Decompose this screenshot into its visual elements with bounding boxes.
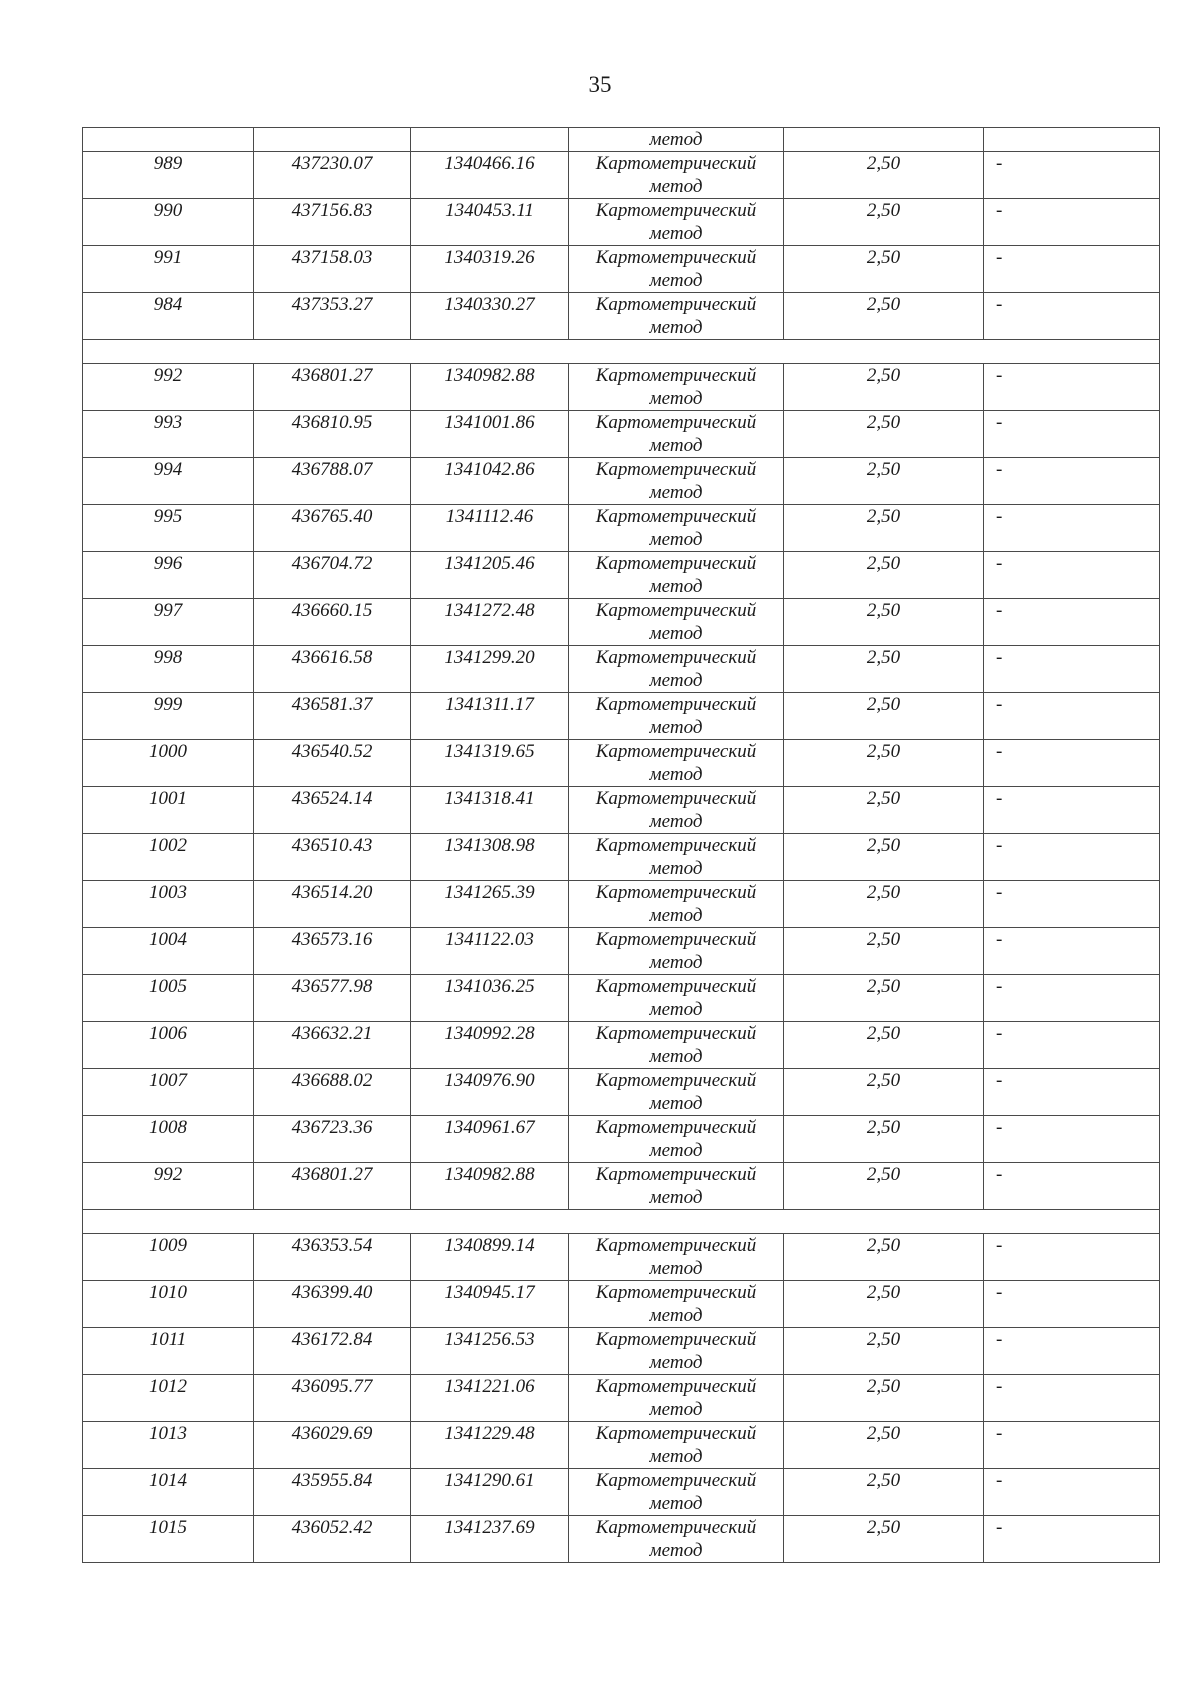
page-number: 35 — [588, 72, 612, 97]
cell-x: 436029.69 — [254, 1422, 411, 1469]
cell-y: 1340466.16 — [411, 152, 569, 199]
method-line-2: метод — [649, 858, 703, 879]
cell-method — [569, 1022, 784, 1069]
cell-description: - — [984, 1281, 1160, 1328]
cell-method — [569, 599, 784, 646]
method-line-1: Картометрический — [595, 1517, 757, 1538]
cell-accuracy: 2,50 — [784, 881, 984, 928]
table-row — [83, 1069, 1160, 1116]
cell-description: - — [984, 246, 1160, 293]
cell-point: 984 — [83, 293, 254, 340]
method-line-2: метод — [649, 717, 703, 738]
method-line-1: Картометрический — [595, 1023, 757, 1044]
method-line-2: метод — [649, 1446, 703, 1467]
table-row — [83, 505, 1160, 552]
cell-method — [569, 787, 784, 834]
cell-description: - — [984, 975, 1160, 1022]
cell-y: 1341299.20 — [411, 646, 569, 693]
cell-description: - — [984, 1234, 1160, 1281]
cell-y: 1341318.41 — [411, 787, 569, 834]
cell-accuracy: 2,50 — [784, 458, 984, 505]
cell-x: 436573.16 — [254, 928, 411, 975]
cell-x: 436660.15 — [254, 599, 411, 646]
cell-point: 1010 — [83, 1281, 254, 1328]
cell-method — [569, 928, 784, 975]
cell-y: 1340319.26 — [411, 246, 569, 293]
cell-x: 436801.27 — [254, 364, 411, 411]
cell-description: - — [984, 1069, 1160, 1116]
cell-method — [569, 1234, 784, 1281]
method-line-2: метод — [649, 223, 703, 244]
table-row — [83, 1422, 1160, 1469]
cell-method — [569, 364, 784, 411]
cell-method — [569, 881, 784, 928]
cell-accuracy: 2,50 — [784, 834, 984, 881]
cell-point: 990 — [83, 199, 254, 246]
table-row — [83, 1469, 1160, 1516]
table-row — [83, 364, 1160, 411]
cell-description: - — [984, 1516, 1160, 1563]
table-row — [83, 740, 1160, 787]
cell-x: 436524.14 — [254, 787, 411, 834]
cell-description: - — [984, 787, 1160, 834]
method-line-2: метод — [649, 905, 703, 926]
method-line-2: метод — [649, 270, 703, 291]
cell-point: 993 — [83, 411, 254, 458]
cell-method — [569, 1516, 784, 1563]
method-line-2: метод — [649, 1540, 703, 1561]
method-line-1: Картометрический — [595, 1235, 757, 1256]
cell-accuracy: 2,50 — [784, 928, 984, 975]
cell-point: 1001 — [83, 787, 254, 834]
method-line-2: метод — [649, 1046, 703, 1067]
cell-accuracy: 2,50 — [784, 1375, 984, 1422]
cell-point: 1011 — [83, 1328, 254, 1375]
table-row — [83, 834, 1160, 881]
method-line-1: Картометрический — [595, 247, 757, 268]
method-line-1: Картометрический — [595, 1164, 757, 1185]
cell-point: 1007 — [83, 1069, 254, 1116]
table-row — [83, 1234, 1160, 1281]
table-row — [83, 1163, 1160, 1210]
table-row — [83, 928, 1160, 975]
cell-accuracy: 2,50 — [784, 1422, 984, 1469]
method-line-1: Картометрический — [595, 1329, 757, 1350]
cell-accuracy: 2,50 — [784, 505, 984, 552]
table-row — [83, 552, 1160, 599]
table-row — [83, 975, 1160, 1022]
method-line-2: метод — [649, 1493, 703, 1514]
table-row — [83, 411, 1160, 458]
cell-y: 1341311.17 — [411, 693, 569, 740]
cell-x: 436723.36 — [254, 1116, 411, 1163]
table-row-continuation — [83, 128, 1160, 152]
method-line-2: метод — [649, 811, 703, 832]
cell-accuracy: 2,50 — [784, 364, 984, 411]
cell-point: 992 — [83, 1163, 254, 1210]
method-line-2: метод — [649, 1352, 703, 1373]
cell-point: 994 — [83, 458, 254, 505]
cell-y: 1341001.86 — [411, 411, 569, 458]
cell-method — [569, 1422, 784, 1469]
cell-y: 1340453.11 — [411, 199, 569, 246]
cell-description: - — [984, 552, 1160, 599]
cell-point: 1015 — [83, 1516, 254, 1563]
cell-point: 995 — [83, 505, 254, 552]
cell-method — [569, 1328, 784, 1375]
cell-y: 1340976.90 — [411, 1069, 569, 1116]
cell-y: 1340982.88 — [411, 364, 569, 411]
method-line-2: метод — [649, 1187, 703, 1208]
cell-point: 1013 — [83, 1422, 254, 1469]
method-line-2: метод — [649, 1093, 703, 1114]
method-line-2: метод — [649, 388, 703, 409]
cell-point: 996 — [83, 552, 254, 599]
cell-y: 1341229.48 — [411, 1422, 569, 1469]
cell-y: 1341319.65 — [411, 740, 569, 787]
cell-description: - — [984, 293, 1160, 340]
cell-method — [569, 552, 784, 599]
cell-accuracy: 2,50 — [784, 199, 984, 246]
cell-x: 436095.77 — [254, 1375, 411, 1422]
method-line-1: Картометрический — [595, 882, 757, 903]
coordinates-table-body — [83, 128, 1160, 1563]
cell-method — [569, 646, 784, 693]
table-row — [83, 246, 1160, 293]
table-row — [83, 199, 1160, 246]
cell-x: 437158.03 — [254, 246, 411, 293]
cell-accuracy: 2,50 — [784, 787, 984, 834]
cell-description: - — [984, 1163, 1160, 1210]
cell-point: 1012 — [83, 1375, 254, 1422]
cell-y: 1341237.69 — [411, 1516, 569, 1563]
method-line-1: Картометрический — [595, 1470, 757, 1491]
table-row — [83, 1375, 1160, 1422]
cell-point: 1002 — [83, 834, 254, 881]
method-line-1: Картометрический — [595, 1282, 757, 1303]
cell-accuracy — [784, 128, 984, 152]
method-line-1: Картометрический — [595, 200, 757, 221]
cell-point: 991 — [83, 246, 254, 293]
method-line-1: Картометрический — [595, 1423, 757, 1444]
cell-x: 436514.20 — [254, 881, 411, 928]
cell-accuracy: 2,50 — [784, 293, 984, 340]
method-line-1: Картометрический — [595, 929, 757, 950]
cell-x: 436510.43 — [254, 834, 411, 881]
cell-accuracy: 2,50 — [784, 1069, 984, 1116]
method-line-1: Картометрический — [595, 459, 757, 480]
cell-accuracy: 2,50 — [784, 411, 984, 458]
method-line-1: Картометрический — [595, 1376, 757, 1397]
method-line-2: метод — [649, 176, 703, 197]
cell-point: 1008 — [83, 1116, 254, 1163]
method-line-1: Картометрический — [595, 365, 757, 386]
table-row — [83, 1516, 1160, 1563]
cell-description: - — [984, 834, 1160, 881]
cell-accuracy: 2,50 — [784, 599, 984, 646]
cell-accuracy: 2,50 — [784, 152, 984, 199]
cell-y: 1340961.67 — [411, 1116, 569, 1163]
cell-y: 1341256.53 — [411, 1328, 569, 1375]
cell-description: - — [984, 199, 1160, 246]
cell-point: 1006 — [83, 1022, 254, 1069]
method-line-2: метод — [649, 1258, 703, 1279]
cell-point: 992 — [83, 364, 254, 411]
cell-method — [569, 1469, 784, 1516]
method-line-1: Картометрический — [595, 788, 757, 809]
cell-point: 997 — [83, 599, 254, 646]
cell-method — [569, 975, 784, 1022]
cell-method — [569, 1281, 784, 1328]
cell-method — [569, 693, 784, 740]
method-line-2: метод — [649, 1305, 703, 1326]
table-row — [83, 1328, 1160, 1375]
cell-description: - — [984, 693, 1160, 740]
coordinates-table — [82, 127, 1160, 1563]
method-line-1: Картометрический — [595, 976, 757, 997]
cell-accuracy: 2,50 — [784, 1469, 984, 1516]
cell-method — [569, 293, 784, 340]
table-row — [83, 458, 1160, 505]
cell-point: 1000 — [83, 740, 254, 787]
method-line-1: Картометрический — [595, 647, 757, 668]
cell-method — [569, 505, 784, 552]
cell-description: - — [984, 646, 1160, 693]
cell-x: 436577.98 — [254, 975, 411, 1022]
cell-accuracy: 2,50 — [784, 246, 984, 293]
cell-accuracy: 2,50 — [784, 740, 984, 787]
method-line-1: Картометрический — [595, 694, 757, 715]
cell-accuracy: 2,50 — [784, 1022, 984, 1069]
method-line-1: Картометрический — [595, 600, 757, 621]
method-line-2: метод — [649, 764, 703, 785]
method-line-2: метод — [649, 435, 703, 456]
method-line-1: Картометрический — [595, 412, 757, 433]
cell-accuracy: 2,50 — [784, 646, 984, 693]
cell-x: 436399.40 — [254, 1281, 411, 1328]
cell-accuracy: 2,50 — [784, 552, 984, 599]
cell-accuracy: 2,50 — [784, 1163, 984, 1210]
cell-y: 1340982.88 — [411, 1163, 569, 1210]
cell-point — [83, 128, 254, 152]
cell-description: - — [984, 364, 1160, 411]
table-row — [83, 1022, 1160, 1069]
cell-method — [569, 152, 784, 199]
cell-x: 437156.83 — [254, 199, 411, 246]
cell-x: 436704.72 — [254, 552, 411, 599]
cell-x: 436788.07 — [254, 458, 411, 505]
cell-y: 1341036.25 — [411, 975, 569, 1022]
cell-point: 1003 — [83, 881, 254, 928]
table-row — [83, 599, 1160, 646]
cell-method — [569, 1163, 784, 1210]
cell-x: 436052.42 — [254, 1516, 411, 1563]
cell-description: - — [984, 411, 1160, 458]
cell-description: - — [984, 505, 1160, 552]
cell-y: 1341205.46 — [411, 552, 569, 599]
method-line-1: Картометрический — [595, 1070, 757, 1091]
cell-y: 1340992.28 — [411, 1022, 569, 1069]
cell-description — [984, 128, 1160, 152]
cell-accuracy: 2,50 — [784, 1116, 984, 1163]
cell-y: 1341308.98 — [411, 834, 569, 881]
cell-method — [569, 246, 784, 293]
cell-method — [569, 199, 784, 246]
table-row — [83, 787, 1160, 834]
cell-method — [569, 1375, 784, 1422]
cell-description: - — [984, 152, 1160, 199]
cell-y: 1340899.14 — [411, 1234, 569, 1281]
method-line-2: метод — [649, 952, 703, 973]
cell-method — [569, 1116, 784, 1163]
cell-x: 437230.07 — [254, 152, 411, 199]
cell-y: 1341221.06 — [411, 1375, 569, 1422]
cell-point: 1004 — [83, 928, 254, 975]
cell-x: 436172.84 — [254, 1328, 411, 1375]
cell-description: - — [984, 881, 1160, 928]
method-line-2: метод — [649, 1140, 703, 1161]
cell-description: - — [984, 928, 1160, 975]
cell-accuracy: 2,50 — [784, 1516, 984, 1563]
table-row — [83, 293, 1160, 340]
cell-y: 1341290.61 — [411, 1469, 569, 1516]
method-line-2: метод — [649, 576, 703, 597]
cell-x: 436765.40 — [254, 505, 411, 552]
cell-y — [411, 128, 569, 152]
separator-cell — [83, 1210, 1160, 1234]
table-row — [83, 152, 1160, 199]
cell-description: - — [984, 1422, 1160, 1469]
cell-point: 1009 — [83, 1234, 254, 1281]
table-row — [83, 693, 1160, 740]
cell-y: 1341112.46 — [411, 505, 569, 552]
cell-x: 435955.84 — [254, 1469, 411, 1516]
method-line-1: Картометрический — [595, 506, 757, 527]
method-line-1: Картометрический — [595, 741, 757, 762]
method-line-2: метод — [649, 317, 703, 338]
cell-description: - — [984, 458, 1160, 505]
cell-description: - — [984, 1328, 1160, 1375]
table-row — [83, 881, 1160, 928]
cell-y: 1341122.03 — [411, 928, 569, 975]
cell-x: 436801.27 — [254, 1163, 411, 1210]
cell-method — [569, 834, 784, 881]
cell-accuracy: 2,50 — [784, 1328, 984, 1375]
cell-point: 1005 — [83, 975, 254, 1022]
cell-x: 436688.02 — [254, 1069, 411, 1116]
cell-point: 999 — [83, 693, 254, 740]
cell-x — [254, 128, 411, 152]
method-line-2: метод — [649, 623, 703, 644]
cell-method — [569, 1069, 784, 1116]
cell-x: 436581.37 — [254, 693, 411, 740]
method-line-1: Картометрический — [595, 294, 757, 315]
method-line-1: Картометрический — [595, 835, 757, 856]
cell-description: - — [984, 599, 1160, 646]
cell-accuracy: 2,50 — [784, 693, 984, 740]
cell-point: 998 — [83, 646, 254, 693]
cell-x: 436810.95 — [254, 411, 411, 458]
table-separator-row — [83, 340, 1160, 364]
cell-x: 436632.21 — [254, 1022, 411, 1069]
cell-x: 436540.52 — [254, 740, 411, 787]
table-row — [83, 1281, 1160, 1328]
table-separator-row — [83, 1210, 1160, 1234]
table-row — [83, 646, 1160, 693]
method-line-1: Картометрический — [595, 153, 757, 174]
separator-cell — [83, 340, 1160, 364]
cell-method — [569, 411, 784, 458]
method-line-2: метод — [649, 1399, 703, 1420]
cell-description: - — [984, 1469, 1160, 1516]
cell-y: 1341042.86 — [411, 458, 569, 505]
cell-x: 437353.27 — [254, 293, 411, 340]
method-line-2: метод — [649, 482, 703, 503]
method-line-1: Картометрический — [595, 1117, 757, 1138]
cell-y: 1341272.48 — [411, 599, 569, 646]
cell-accuracy: 2,50 — [784, 1281, 984, 1328]
cell-description: - — [984, 1375, 1160, 1422]
cell-x: 436353.54 — [254, 1234, 411, 1281]
cell-point: 989 — [83, 152, 254, 199]
method-line-2: метод — [649, 999, 703, 1020]
cell-x: 436616.58 — [254, 646, 411, 693]
cell-accuracy: 2,50 — [784, 975, 984, 1022]
cell-y: 1341265.39 — [411, 881, 569, 928]
cell-method — [569, 458, 784, 505]
cell-y: 1340945.17 — [411, 1281, 569, 1328]
method-line-1: Картометрический — [595, 553, 757, 574]
cell-description: - — [984, 1116, 1160, 1163]
cell-y: 1340330.27 — [411, 293, 569, 340]
cell-method — [569, 740, 784, 787]
cell-description: - — [984, 1022, 1160, 1069]
cell-point: 1014 — [83, 1469, 254, 1516]
table-row — [83, 1116, 1160, 1163]
method-line-2: метод — [649, 670, 703, 691]
cell-method: метод — [569, 128, 784, 152]
method-line-2: метод — [649, 529, 703, 550]
cell-accuracy: 2,50 — [784, 1234, 984, 1281]
cell-description: - — [984, 740, 1160, 787]
